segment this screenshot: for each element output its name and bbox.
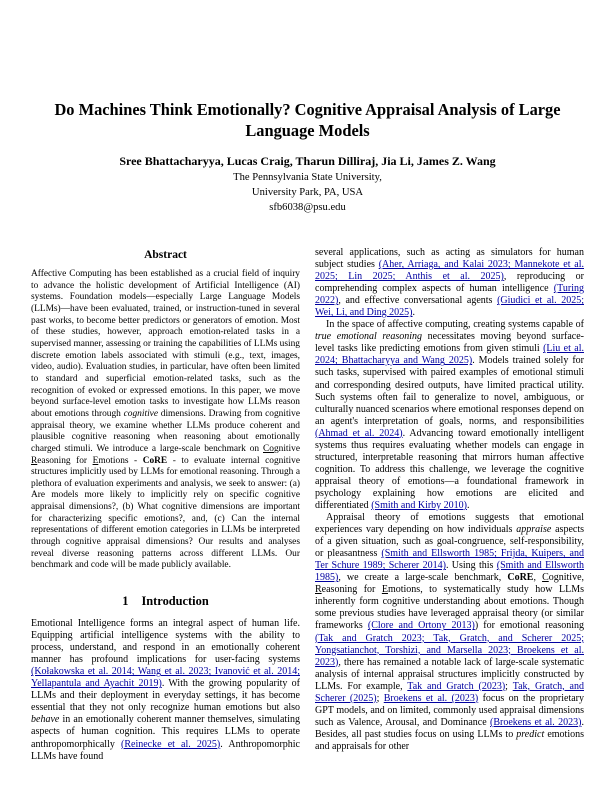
- text-run: , we create a large-scale benchmark,: [338, 572, 508, 584]
- text-run: several applications, such as acting as simulators for human subject studies: [315, 247, 584, 271]
- right-column: [315, 247, 584, 753]
- section-heading: [31, 594, 300, 609]
- text-run: easoning for: [321, 584, 382, 596]
- text-run: . Besides, all past studies focus on using LLMs to: [315, 716, 584, 740]
- text-run: , reproducing or comprehending complex aspects of human intelligence: [315, 271, 584, 295]
- text-run: Appraisal theory of emotions suggests that emotional experiences vary depending on how individuals: [315, 512, 584, 536]
- affiliation-line-1: The Pennsylvania State University,: [233, 172, 382, 183]
- text-run: easoning for: [37, 455, 93, 466]
- text-run: Affective Computing has been established as a crucial field of inquiry to advance the holistic development of Artificial Intelligence (AI) systems. Foundation models—especially Large Language Models (LLMs)—have been evaluated, trained, or instruction-tuned in several past works, to become better predictors or generators of emotion. Most of these studies, however, approach emotion-related tasks in a supervised manner, assessing or training the capabilities of LLMs using discrete emotion labels associated with stimuli (e.g., text, images, video, audio). Evaluation studies, in particular, have often been limited to standard and superficial emotion-related tasks, such as the recognition of evoked or expressed emotions. In this paper, we move beyond surface-level emotion tasks to investigate how LLMs reason about emotions through: [31, 269, 300, 419]
- right-column-body: [315, 247, 584, 753]
- affiliation-line-2: University Park, PA, USA: [251, 187, 364, 198]
- citation-link[interactable]: (Liu et al. 2024; Bhattacharyya and Wang 2025): [315, 343, 584, 367]
- text-run: ,: [533, 572, 543, 584]
- section-title: Introduction: [141, 594, 209, 609]
- abstract-heading: Abstract: [144, 249, 187, 261]
- text-run: aspects of a given situation, such as goal-congruence, self-responsibility, or pleasantness: [315, 524, 584, 560]
- citation-link[interactable]: Tak, Gratch, and Scherer (2025): [315, 680, 584, 704]
- citation-link[interactable]: (Reinecke et al. 2025): [121, 738, 221, 750]
- text-run: ) for emotional reasoning: [474, 620, 585, 632]
- text-run: .: [467, 499, 470, 511]
- citation-link[interactable]: (Smith and Ellsworth 1985; Frijda, Kuipers, and Ter Schure 1989; Scherer 2014): [315, 548, 584, 572]
- citation-link[interactable]: (Clore and Ortony 2013): [367, 620, 475, 632]
- section-number: 1: [122, 594, 129, 609]
- text-run: - to evaluate internal cognitive structures implicitly used by LLMs for emotional reasoning. Through a plethora of evaluation experiments and analysis, we seek to answer: (a) Are models more likely to implicitly rely on specific cognitive appraisal dimensions?, (b) What cognitive dimensions are important for characterizing specific emotions?, and, (c) Can the internal representations of different emotion categories in LLMs be interpreted through cognitive appraisal dimensions? Our results and analyses reveal diverse reasoning patterns across different LLMs. Our benchmark and code will be made publicly available.: [31, 455, 300, 571]
- left-column: [31, 247, 300, 763]
- paragraph: [31, 269, 300, 572]
- underlined-text: R: [315, 584, 322, 596]
- paper-header: [0, 0, 615, 214]
- text-run: , there has remained a notable lack of large-scale systematic analysis of internal appraisal structures implicitly constructed by LLMs. For example,: [315, 656, 584, 692]
- text-run: . Anthropomorphic LLMs have found: [31, 738, 300, 762]
- text-run: . Advancing toward emotionally intelligent systems thus requires evaluating whether models can engage in structured, interpretable reasoning that mirrors human affective cognition. To address this challenge, we leverage the cognitive appraisal theory of emotions—a foundational framework in psychology explaining how emotions are elicited and differentiated: [315, 427, 584, 511]
- underlined-text: E: [92, 455, 99, 466]
- text-run: , and effective conversational agents: [338, 295, 498, 307]
- underlined-text: Co: [263, 443, 274, 454]
- underlined-text: R: [31, 455, 38, 466]
- paper-title: Do Machines Think Emotionally? Cognitive Appraisal Analysis of Large Language Models: [54, 100, 561, 140]
- text-run: ;: [505, 680, 513, 692]
- text-run: emotions and appraisals for other: [315, 728, 584, 752]
- text-run: focus on the proprietary GPT models, and on limited, commonly used appraisal dimensions such as Valence, Arousal, and Dominance: [315, 692, 584, 728]
- text-run: gnitive: [273, 443, 300, 454]
- abstract-text: [31, 269, 300, 572]
- text-run: ;: [376, 692, 384, 704]
- emphasis-text: cognitive: [123, 408, 159, 419]
- text-run: . Models trained solely for such tasks, supervised with paired examples of emotional stimuli and corresponding desired outputs, have limited practical utility. Such systems often fail to generalize to novel, ambiguous, or culturally nuanced scenarios where emotional responses depend on an agent's interpretation of goals, norms, and responsibilities: [315, 355, 584, 427]
- citation-link[interactable]: Tak and Gratch (2023): [407, 680, 506, 692]
- text-run: . With the growing popularity of LLMs and their deployment in everyday settings, it has become essential that they not only recognize human emotions but also: [31, 678, 300, 714]
- text-run: motions, to systematically study how LLMs inherently form cognitive understanding about emotions. Though some previous studies have leveraged appraisal theory (or similar frameworks: [315, 584, 584, 632]
- emphasis-text: true emotional reasoning: [315, 331, 423, 343]
- paragraph: [315, 319, 584, 512]
- emphasis-text: predict: [516, 728, 545, 740]
- text-run: ognitive,: [548, 572, 585, 584]
- underlined-text: E: [381, 584, 388, 596]
- text-run: In the space of affective computing, creating systems capable of: [326, 319, 584, 331]
- citation-link[interactable]: (Broekens et al. 2023): [490, 716, 582, 728]
- citation-link[interactable]: (Ahmad et al. 2024): [315, 427, 403, 439]
- emphasis-text: behave: [31, 714, 60, 726]
- text-run: .: [412, 307, 416, 319]
- text-run: . Using this: [445, 560, 497, 572]
- citation-link[interactable]: Broekens et al. (2023): [383, 692, 479, 704]
- citation-link[interactable]: (Turing 2022): [315, 283, 584, 307]
- text-run: Emotional Intelligence forms an integral aspect of human life. Equipping artificial intelligence systems with the ability to process, understand, and respond in an emotionally coherent manner has profound implications for user-facing systems: [31, 618, 300, 666]
- citation-link[interactable]: (Tak and Gratch 2023; Tak, Gratch, and Scherer 2025; Yongsatianchot, Torshizi, and Marsella 2023; Broekens et al. 2023): [315, 632, 584, 668]
- paragraph: [31, 618, 300, 763]
- citation-link[interactable]: (Smith and Kirby 2010): [371, 499, 468, 511]
- bold-text: CoRE: [142, 455, 168, 466]
- underlined-text: C: [542, 572, 549, 584]
- citation-link[interactable]: (Giudici et al. 2025; Wei, Li, and Ding 2025): [315, 295, 584, 319]
- paragraph: [315, 247, 584, 319]
- citation-link[interactable]: (Kołakowska et al. 2014; Wang et al. 2023; Ivanović et al. 2014; Yellapantula and Ayachit 2019): [31, 666, 300, 690]
- bold-text: CoRE: [507, 572, 534, 584]
- text-run: motions -: [98, 455, 143, 466]
- emphasis-text: appraise: [516, 524, 552, 536]
- contact-email: sfb6038@psu.edu: [269, 202, 346, 213]
- citation-link[interactable]: (Smith and Ellsworth 1985): [315, 560, 584, 584]
- text-run: in an emotionally coherent manner themselves, simulating aspects of human cognition. This requires LLMs to operate anthropomorphically: [31, 714, 300, 750]
- paragraph: [315, 512, 584, 753]
- author-list: Sree Bhattacharyya, Lucas Craig, Tharun Dilliraj, Jia Li, James Z. Wang: [119, 154, 496, 168]
- left-column-body: [31, 594, 300, 763]
- two-column-body: [31, 247, 584, 763]
- citation-link[interactable]: (Aher, Arriaga, and Kalai 2023; Mannekote et al. 2025; Lin 2025; Anthis et al. 2025): [315, 259, 584, 283]
- text-run: dimensions. Drawing from cognitive appraisal theory, we examine whether LLMs produce coherent and plausible cognitive reasoning when reasoning about emotionally charged stimuli. We introduce a large-scale benchmark on: [31, 408, 300, 454]
- text-run: necessitates moving beyond surface-level tasks like predicting emotions from given stimuli: [315, 331, 584, 355]
